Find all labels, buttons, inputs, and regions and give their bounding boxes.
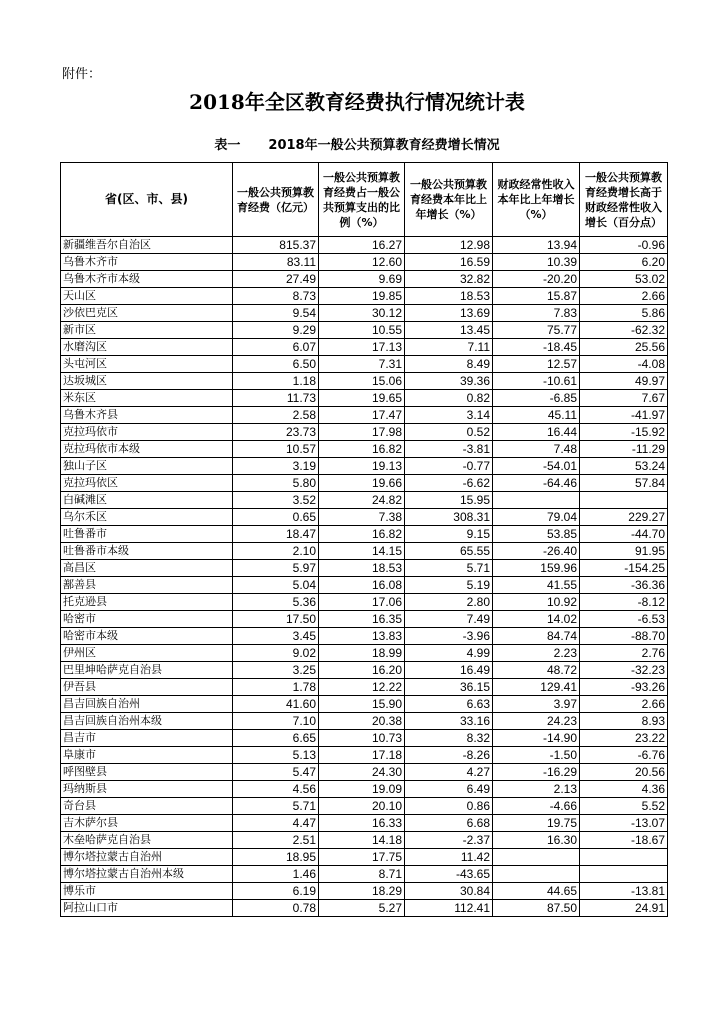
funding-value: 7.10 [233, 713, 319, 730]
funding-value: 83.11 [233, 254, 319, 271]
revenue-growth-value: -54.01 [493, 458, 580, 475]
growth-difference-value: 23.22 [580, 730, 668, 747]
revenue-growth-value [493, 492, 580, 509]
table-row [61, 781, 668, 798]
funding-growth-value: 7.49 [405, 611, 493, 628]
region-name: 白碱滩区 [61, 492, 233, 509]
table-row [61, 832, 668, 849]
revenue-growth-value: 13.94 [493, 237, 580, 254]
region-name: 哈密市本级 [61, 628, 233, 645]
funding-value: 1.78 [233, 679, 319, 696]
funding-value: 0.78 [233, 900, 319, 917]
funding-growth-value: 0.82 [405, 390, 493, 407]
table-row [61, 645, 668, 662]
revenue-growth-value: -4.66 [493, 798, 580, 815]
region-name: 新市区 [61, 322, 233, 339]
share-value: 15.06 [319, 373, 405, 390]
table-row [61, 271, 668, 288]
attachment-label: 附件： [62, 67, 102, 82]
statistics-table [60, 162, 668, 917]
region-name: 昌吉回族自治州本级 [61, 713, 233, 730]
revenue-growth-value: -64.46 [493, 475, 580, 492]
share-value: 18.29 [319, 883, 405, 900]
region-name: 巴里坤哈萨克自治县 [61, 662, 233, 679]
region-name: 木垒哈萨克自治县 [61, 832, 233, 849]
region-name: 博尔塔拉蒙古自治州 [61, 849, 233, 866]
funding-value: 17.50 [233, 611, 319, 628]
revenue-growth-value: 16.30 [493, 832, 580, 849]
revenue-growth-value: 14.02 [493, 611, 580, 628]
share-value: 16.35 [319, 611, 405, 628]
funding-growth-value: 308.31 [405, 509, 493, 526]
share-value: 10.55 [319, 322, 405, 339]
table-row [61, 509, 668, 526]
growth-difference-value: 8.93 [580, 713, 668, 730]
share-value: 14.15 [319, 543, 405, 560]
table-row [61, 356, 668, 373]
growth-difference-value: -93.26 [580, 679, 668, 696]
share-value: 17.06 [319, 594, 405, 611]
revenue-growth-value: -18.45 [493, 339, 580, 356]
revenue-growth-value: 45.11 [493, 407, 580, 424]
funding-growth-value: 13.45 [405, 322, 493, 339]
region-name: 乌尔禾区 [61, 509, 233, 526]
region-name: 米东区 [61, 390, 233, 407]
document-title: 2018年全区教育经费执行情况统计表 [189, 90, 525, 114]
region-name: 吐鲁番市本级 [61, 543, 233, 560]
region-name: 奇台县 [61, 798, 233, 815]
funding-value: 3.25 [233, 662, 319, 679]
header-cell-region: 省(区、市、县) [61, 163, 233, 237]
table-row [61, 407, 668, 424]
header-cell-share: 一般公共预算教育经费占一般公共预算支出的比例（%） [319, 163, 405, 237]
region-name: 托克逊县 [61, 594, 233, 611]
funding-growth-value: 8.32 [405, 730, 493, 747]
revenue-growth-value: 7.48 [493, 441, 580, 458]
funding-growth-value: -6.62 [405, 475, 493, 492]
growth-difference-value: 91.95 [580, 543, 668, 560]
funding-value: 18.95 [233, 849, 319, 866]
table-row [61, 730, 668, 747]
growth-difference-value: -11.29 [580, 441, 668, 458]
table-row [61, 322, 668, 339]
funding-value: 9.02 [233, 645, 319, 662]
region-name: 阜康市 [61, 747, 233, 764]
region-name: 哈密市 [61, 611, 233, 628]
share-value: 17.75 [319, 849, 405, 866]
funding-growth-value: 0.52 [405, 424, 493, 441]
region-name: 伊州区 [61, 645, 233, 662]
table-row [61, 747, 668, 764]
growth-difference-value: 4.36 [580, 781, 668, 798]
share-value: 16.82 [319, 526, 405, 543]
revenue-growth-value: 10.92 [493, 594, 580, 611]
share-value: 8.71 [319, 866, 405, 883]
share-value: 16.33 [319, 815, 405, 832]
table-subtitle [0, 134, 714, 153]
share-value: 17.47 [319, 407, 405, 424]
share-value: 19.85 [319, 288, 405, 305]
funding-growth-value: -3.96 [405, 628, 493, 645]
funding-growth-value: 8.49 [405, 356, 493, 373]
header-cell-growth-difference: 一般公共预算教育经费增长高于财政经常性收入增长（百分点） [580, 163, 668, 237]
growth-difference-value: 6.20 [580, 254, 668, 271]
growth-difference-value: 24.91 [580, 900, 668, 917]
funding-value: 27.49 [233, 271, 319, 288]
growth-difference-value: -8.12 [580, 594, 668, 611]
share-value: 24.30 [319, 764, 405, 781]
revenue-growth-value: 2.13 [493, 781, 580, 798]
revenue-growth-value [493, 849, 580, 866]
funding-growth-value: 4.99 [405, 645, 493, 662]
growth-difference-value: 25.56 [580, 339, 668, 356]
share-value: 16.08 [319, 577, 405, 594]
revenue-growth-value: 16.44 [493, 424, 580, 441]
growth-difference-value: -62.32 [580, 322, 668, 339]
growth-difference-value: -0.96 [580, 237, 668, 254]
table-row [61, 288, 668, 305]
region-name: 新疆维吾尔自治区 [61, 237, 233, 254]
growth-difference-value: -4.08 [580, 356, 668, 373]
funding-growth-value: 11.42 [405, 849, 493, 866]
funding-value: 9.29 [233, 322, 319, 339]
funding-growth-value: 3.14 [405, 407, 493, 424]
growth-difference-value: -32.23 [580, 662, 668, 679]
table-caption: 2018年一般公共预算教育经费增长情况 [268, 138, 500, 153]
funding-growth-value: 15.95 [405, 492, 493, 509]
header-cell-revenue-growth: 财政经常性收入本年比上年增长（%） [493, 163, 580, 237]
region-name: 乌鲁木齐市本级 [61, 271, 233, 288]
share-value: 10.73 [319, 730, 405, 747]
share-value: 19.66 [319, 475, 405, 492]
funding-value: 6.19 [233, 883, 319, 900]
funding-value: 10.57 [233, 441, 319, 458]
funding-value: 4.47 [233, 815, 319, 832]
growth-difference-value: -154.25 [580, 560, 668, 577]
growth-difference-value: 53.02 [580, 271, 668, 288]
funding-value: 4.56 [233, 781, 319, 798]
funding-value: 1.18 [233, 373, 319, 390]
funding-value: 2.10 [233, 543, 319, 560]
funding-value: 5.47 [233, 764, 319, 781]
funding-growth-value: 0.86 [405, 798, 493, 815]
table-row [61, 628, 668, 645]
funding-growth-value: 12.98 [405, 237, 493, 254]
growth-difference-value: 5.52 [580, 798, 668, 815]
table-row [61, 866, 668, 883]
share-value: 7.38 [319, 509, 405, 526]
funding-value: 3.52 [233, 492, 319, 509]
growth-difference-value: -6.76 [580, 747, 668, 764]
funding-value: 9.54 [233, 305, 319, 322]
funding-value: 3.45 [233, 628, 319, 645]
region-name: 昌吉市 [61, 730, 233, 747]
revenue-growth-value: 41.55 [493, 577, 580, 594]
growth-difference-value: 7.67 [580, 390, 668, 407]
revenue-growth-value: -10.61 [493, 373, 580, 390]
share-value: 17.98 [319, 424, 405, 441]
table-row [61, 237, 668, 254]
share-value: 19.65 [319, 390, 405, 407]
revenue-growth-value: 12.57 [493, 356, 580, 373]
funding-growth-value: 4.27 [405, 764, 493, 781]
region-name: 沙依巴克区 [61, 305, 233, 322]
growth-difference-value: -88.70 [580, 628, 668, 645]
revenue-growth-value: 19.75 [493, 815, 580, 832]
share-value: 24.82 [319, 492, 405, 509]
funding-growth-value: -8.26 [405, 747, 493, 764]
funding-growth-value: 9.15 [405, 526, 493, 543]
revenue-growth-value: 84.74 [493, 628, 580, 645]
funding-growth-value: 30.84 [405, 883, 493, 900]
table-row [61, 424, 668, 441]
table-row [61, 611, 668, 628]
revenue-growth-value: -6.85 [493, 390, 580, 407]
table-header-row [61, 163, 668, 237]
table-row [61, 543, 668, 560]
table-row [61, 798, 668, 815]
revenue-growth-value: 2.23 [493, 645, 580, 662]
region-name: 昌吉回族自治州 [61, 696, 233, 713]
revenue-growth-value: 53.85 [493, 526, 580, 543]
funding-value: 2.58 [233, 407, 319, 424]
region-name: 呼图壁县 [61, 764, 233, 781]
growth-difference-value: -13.81 [580, 883, 668, 900]
region-name: 伊吾县 [61, 679, 233, 696]
growth-difference-value: 57.84 [580, 475, 668, 492]
funding-value: 815.37 [233, 237, 319, 254]
table-row [61, 526, 668, 543]
funding-value: 1.46 [233, 866, 319, 883]
region-name: 乌鲁木齐县 [61, 407, 233, 424]
revenue-growth-value: 15.87 [493, 288, 580, 305]
share-value: 20.38 [319, 713, 405, 730]
funding-growth-value: 7.11 [405, 339, 493, 356]
funding-growth-value: 112.41 [405, 900, 493, 917]
funding-growth-value: 18.53 [405, 288, 493, 305]
funding-value: 6.07 [233, 339, 319, 356]
share-value: 17.13 [319, 339, 405, 356]
region-name: 鄯善县 [61, 577, 233, 594]
table-row [61, 696, 668, 713]
share-value: 14.18 [319, 832, 405, 849]
funding-value: 5.80 [233, 475, 319, 492]
growth-difference-value: 2.66 [580, 288, 668, 305]
growth-difference-value: -6.53 [580, 611, 668, 628]
share-value: 18.53 [319, 560, 405, 577]
table-row [61, 900, 668, 917]
revenue-growth-value: 159.96 [493, 560, 580, 577]
revenue-growth-value: -1.50 [493, 747, 580, 764]
revenue-growth-value: -20.20 [493, 271, 580, 288]
funding-value: 18.47 [233, 526, 319, 543]
region-name: 阿拉山口市 [61, 900, 233, 917]
funding-growth-value: 5.19 [405, 577, 493, 594]
growth-difference-value: -18.67 [580, 832, 668, 849]
funding-growth-value: 13.69 [405, 305, 493, 322]
revenue-growth-value [493, 866, 580, 883]
growth-difference-value: 2.76 [580, 645, 668, 662]
table-row [61, 305, 668, 322]
growth-difference-value: 2.66 [580, 696, 668, 713]
table-row [61, 849, 668, 866]
region-name: 克拉玛依市本级 [61, 441, 233, 458]
funding-growth-value: 32.82 [405, 271, 493, 288]
share-value: 13.83 [319, 628, 405, 645]
growth-difference-value: -15.92 [580, 424, 668, 441]
table-row [61, 254, 668, 271]
growth-difference-value [580, 849, 668, 866]
region-name: 博乐市 [61, 883, 233, 900]
table-number-label: 表一 [214, 138, 241, 153]
funding-growth-value: -3.81 [405, 441, 493, 458]
region-name: 玛纳斯县 [61, 781, 233, 798]
funding-value: 6.65 [233, 730, 319, 747]
funding-growth-value: 39.36 [405, 373, 493, 390]
table-row [61, 373, 668, 390]
table-row [61, 577, 668, 594]
share-value: 19.13 [319, 458, 405, 475]
table-row [61, 458, 668, 475]
region-name: 独山子区 [61, 458, 233, 475]
table-row [61, 492, 668, 509]
share-value: 17.18 [319, 747, 405, 764]
growth-difference-value [580, 866, 668, 883]
funding-value: 5.97 [233, 560, 319, 577]
region-name: 天山区 [61, 288, 233, 305]
region-name: 乌鲁木齐市 [61, 254, 233, 271]
funding-growth-value: -43.65 [405, 866, 493, 883]
table-row [61, 883, 668, 900]
revenue-growth-value: 79.04 [493, 509, 580, 526]
region-name: 克拉玛依市 [61, 424, 233, 441]
growth-difference-value: 20.56 [580, 764, 668, 781]
funding-value: 5.13 [233, 747, 319, 764]
region-name: 博尔塔拉蒙古自治州本级 [61, 866, 233, 883]
funding-growth-value: 16.59 [405, 254, 493, 271]
growth-difference-value [580, 492, 668, 509]
funding-value: 2.51 [233, 832, 319, 849]
funding-growth-value: 16.49 [405, 662, 493, 679]
revenue-growth-value: 44.65 [493, 883, 580, 900]
share-value: 12.22 [319, 679, 405, 696]
region-name: 高昌区 [61, 560, 233, 577]
table-row [61, 390, 668, 407]
table-row [61, 560, 668, 577]
region-name: 吉木萨尔县 [61, 815, 233, 832]
share-value: 16.20 [319, 662, 405, 679]
revenue-growth-value: 24.23 [493, 713, 580, 730]
growth-difference-value: 229.27 [580, 509, 668, 526]
funding-growth-value: 36.15 [405, 679, 493, 696]
growth-difference-value: 49.97 [580, 373, 668, 390]
funding-growth-value: -2.37 [405, 832, 493, 849]
table-row [61, 764, 668, 781]
share-value: 18.99 [319, 645, 405, 662]
funding-value: 5.71 [233, 798, 319, 815]
share-value: 12.60 [319, 254, 405, 271]
growth-difference-value: -36.36 [580, 577, 668, 594]
funding-value: 8.73 [233, 288, 319, 305]
growth-difference-value: 5.86 [580, 305, 668, 322]
funding-value: 23.73 [233, 424, 319, 441]
funding-value: 0.65 [233, 509, 319, 526]
share-value: 15.90 [319, 696, 405, 713]
share-value: 7.31 [319, 356, 405, 373]
header-cell-funding: 一般公共预算教育经费（亿元） [233, 163, 319, 237]
revenue-growth-value: 3.97 [493, 696, 580, 713]
table-row [61, 662, 668, 679]
revenue-growth-value: -16.29 [493, 764, 580, 781]
revenue-growth-value: 75.77 [493, 322, 580, 339]
funding-value: 5.04 [233, 577, 319, 594]
funding-growth-value: 65.55 [405, 543, 493, 560]
share-value: 19.09 [319, 781, 405, 798]
funding-growth-value: 5.71 [405, 560, 493, 577]
growth-difference-value: -13.07 [580, 815, 668, 832]
growth-difference-value: -41.97 [580, 407, 668, 424]
revenue-growth-value: 7.83 [493, 305, 580, 322]
region-name: 头屯河区 [61, 356, 233, 373]
growth-difference-value: 53.24 [580, 458, 668, 475]
share-value: 16.82 [319, 441, 405, 458]
table-row [61, 815, 668, 832]
share-value: 20.10 [319, 798, 405, 815]
revenue-growth-value: -26.40 [493, 543, 580, 560]
share-value: 30.12 [319, 305, 405, 322]
funding-growth-value: 6.49 [405, 781, 493, 798]
table-row [61, 339, 668, 356]
funding-growth-value: 6.68 [405, 815, 493, 832]
share-value: 16.27 [319, 237, 405, 254]
funding-growth-value: 6.63 [405, 696, 493, 713]
table-row [61, 594, 668, 611]
funding-value: 11.73 [233, 390, 319, 407]
funding-growth-value: 33.16 [405, 713, 493, 730]
table-row [61, 713, 668, 730]
growth-difference-value: -44.70 [580, 526, 668, 543]
table-row [61, 679, 668, 696]
revenue-growth-value: 48.72 [493, 662, 580, 679]
funding-growth-value: 2.80 [405, 594, 493, 611]
region-name: 吐鲁番市 [61, 526, 233, 543]
header-cell-funding-growth: 一般公共预算教育经费本年比上年增长（%） [405, 163, 493, 237]
table-row [61, 441, 668, 458]
funding-value: 5.36 [233, 594, 319, 611]
funding-value: 41.60 [233, 696, 319, 713]
revenue-growth-value: 87.50 [493, 900, 580, 917]
funding-value: 3.19 [233, 458, 319, 475]
region-name: 水磨沟区 [61, 339, 233, 356]
region-name: 达坂城区 [61, 373, 233, 390]
share-value: 9.69 [319, 271, 405, 288]
revenue-growth-value: 10.39 [493, 254, 580, 271]
share-value: 5.27 [319, 900, 405, 917]
revenue-growth-value: -14.90 [493, 730, 580, 747]
revenue-growth-value: 129.41 [493, 679, 580, 696]
region-name: 克拉玛依区 [61, 475, 233, 492]
table-row [61, 475, 668, 492]
funding-value: 6.50 [233, 356, 319, 373]
funding-growth-value: -0.77 [405, 458, 493, 475]
